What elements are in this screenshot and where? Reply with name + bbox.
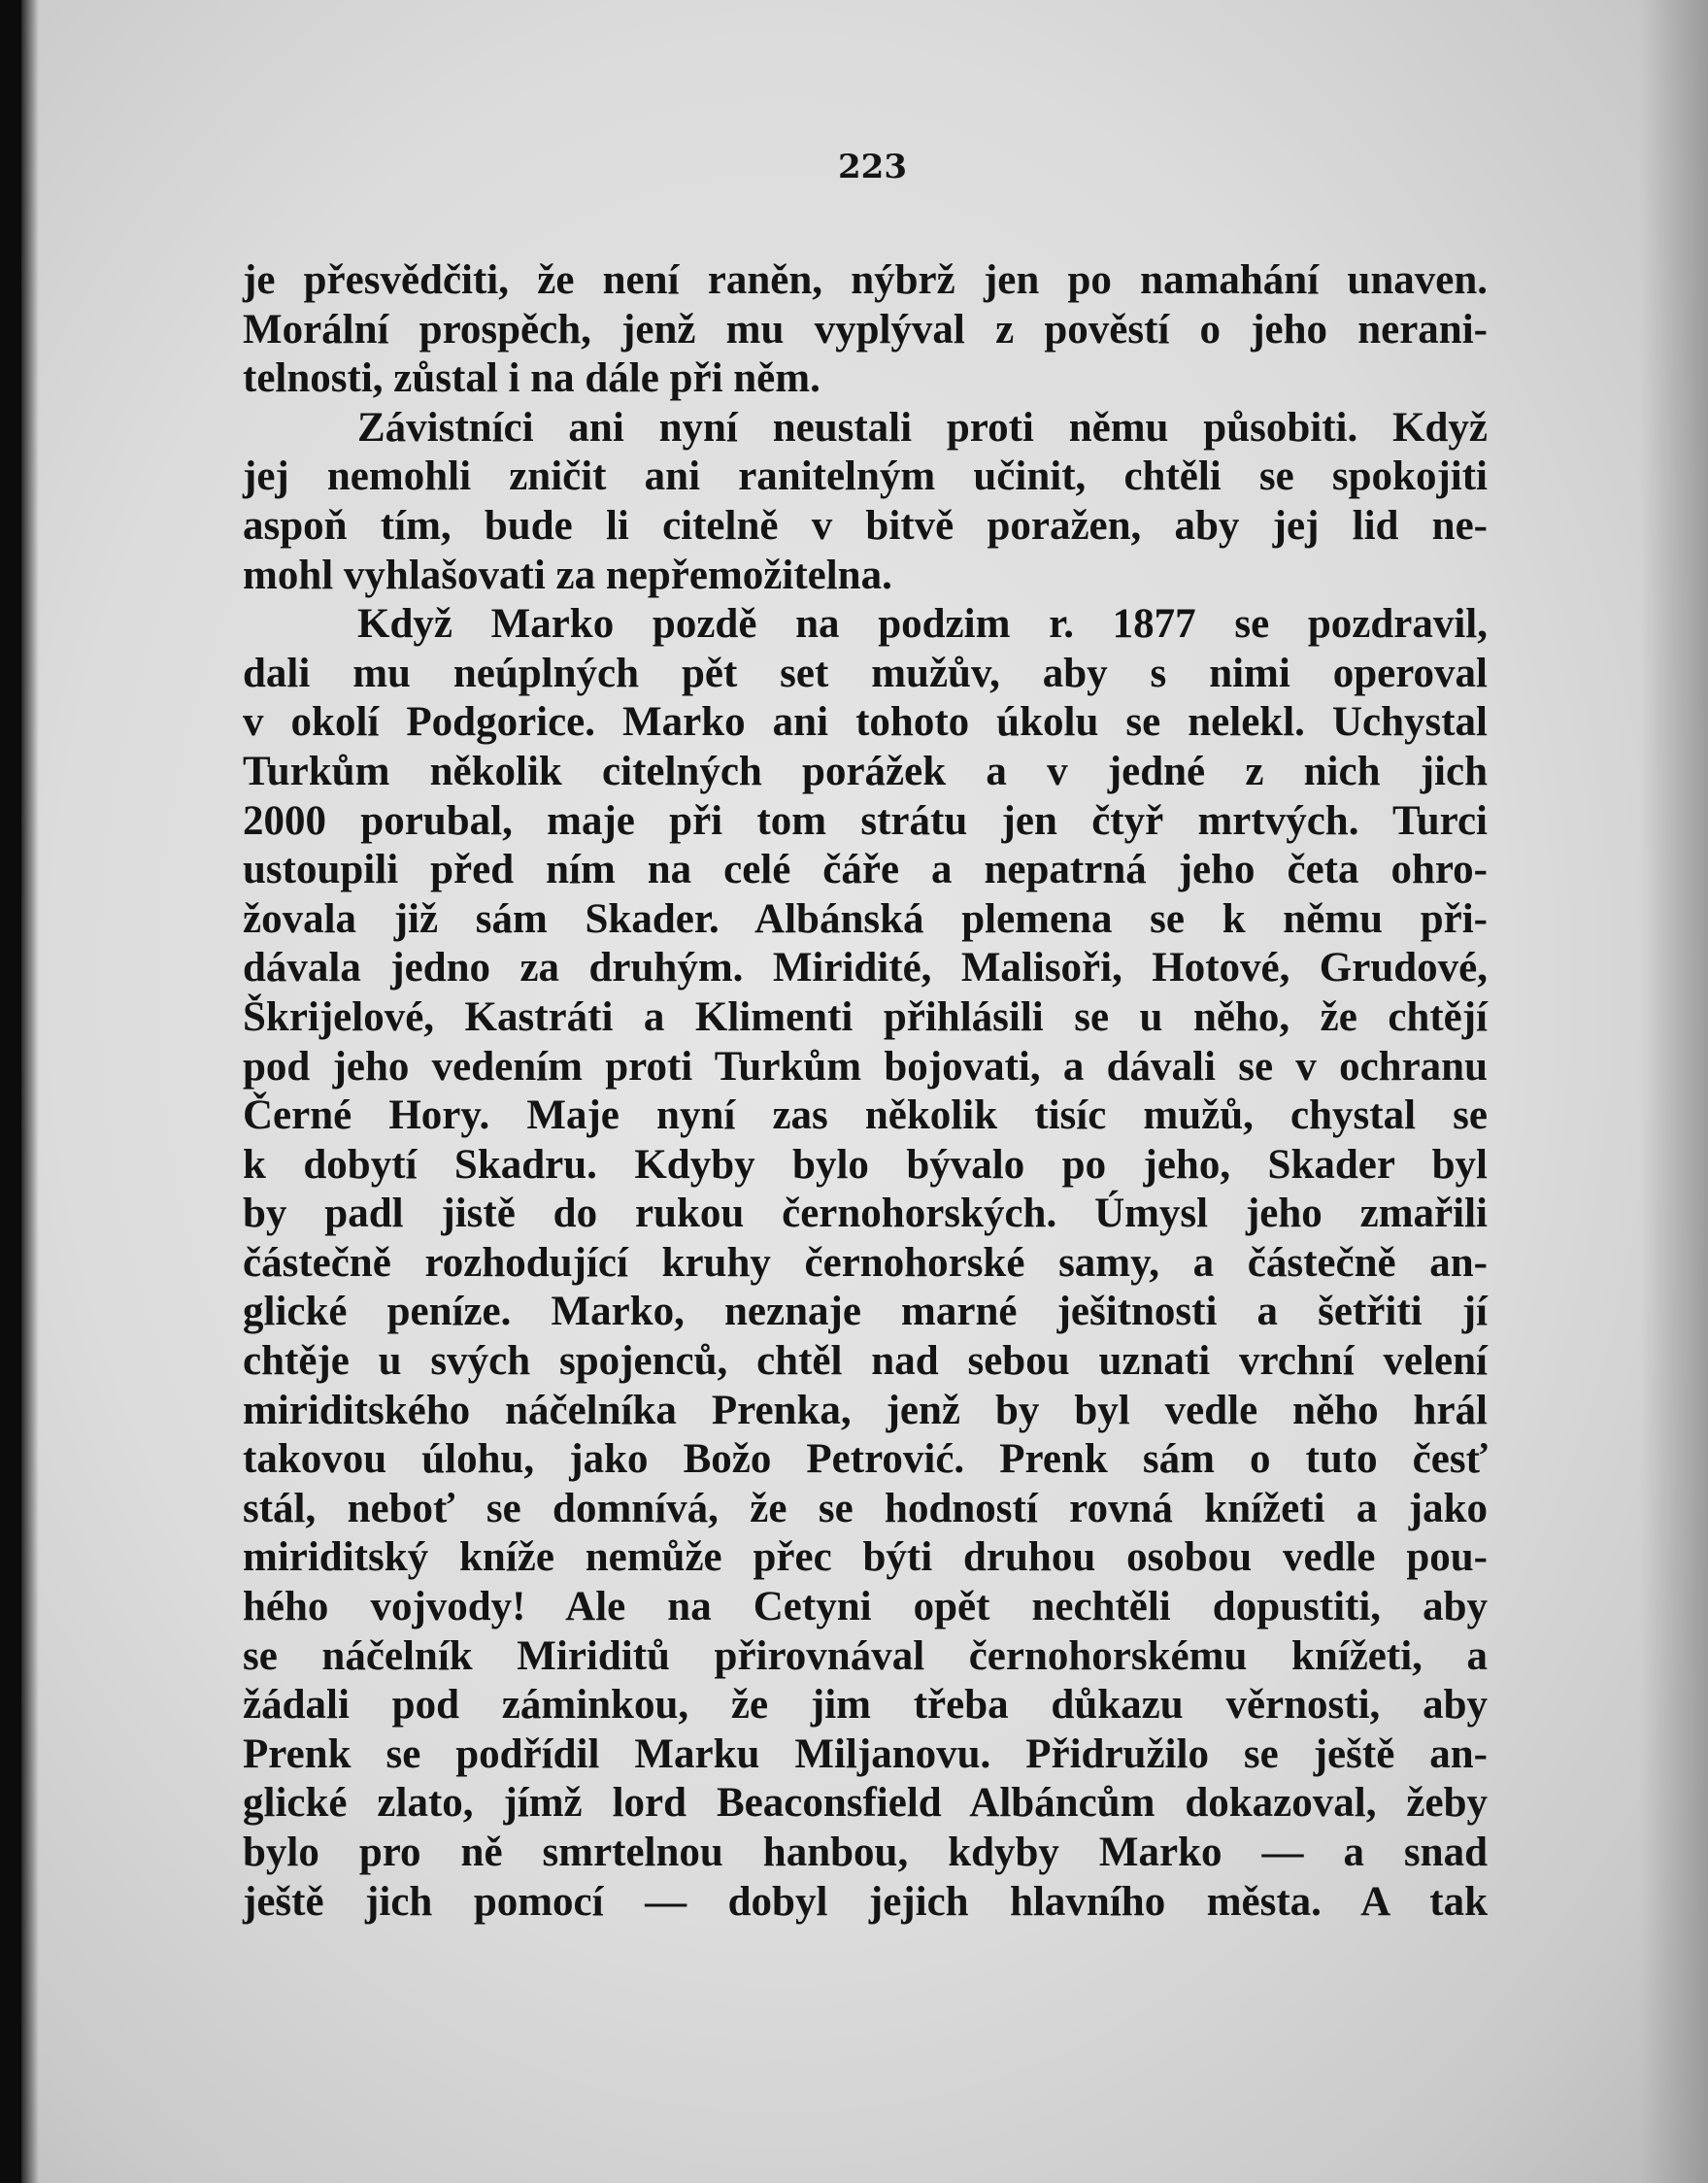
text-line: bylo pro ně smrtelnou hanbou, kdyby Marko — a snad — [243, 1830, 1488, 1875]
page-number: 223 — [838, 148, 907, 186]
text-line: Závistníci ani nyní neustali proti němu působiti. Když — [357, 404, 1488, 451]
text-line: miriditský kníže nemůže přec býti druhou osobou vedle pou- — [243, 1534, 1488, 1581]
text-line: Morální prospěch, jenž mu vyplýval z pověstí o jeho nerani- — [243, 306, 1488, 353]
book-page — [21, 0, 1708, 2183]
text-line: ustoupili před ním na celé čáře a nepatrná jeho četa ohro- — [243, 847, 1488, 893]
text-line: Turkům několik citelných porážek a v jedné z nich jich — [243, 748, 1488, 794]
text-line: stál, neboť se domnívá, že se hodností rovná knížeti a jako — [243, 1485, 1488, 1531]
text-line: takovou úlohu, jako Božo Petrović. Prenk sám o tuto česť — [243, 1436, 1488, 1483]
text-line: jej nemohli zničit ani ranitelným učinit, chtěli se spokojiti — [243, 453, 1488, 500]
text-line: žovala již sám Skader. Albánská plemena se k němu při- — [243, 895, 1488, 942]
text-line: dali mu neúplných pět set mužův, aby s nimi operoval — [243, 650, 1488, 696]
text-line: hého vojvody! Ale na Cetyni opět nechtěli dopustiti, aby — [243, 1584, 1488, 1630]
text-line: žádali pod záminkou, že jim třeba důkazu věrnosti, aby — [243, 1682, 1488, 1729]
text-line: k dobytí Skadru. Kdyby bylo bývalo po jeho, Skader byl — [243, 1141, 1488, 1188]
text-line: glické zlato, jímž lord Beaconsfield Albáncům dokazoval, žeby — [243, 1780, 1488, 1827]
text-line: Černé Hory. Maje nyní zas několik tisíc mužů, chystal se — [243, 1092, 1488, 1139]
text-line: částečně rozhodující kruhy černohorské samy, a částečně an- — [243, 1239, 1488, 1286]
text-line: dávala jedno za druhým. Miridité, Malisoři, Hotové, Grudové, — [243, 945, 1488, 991]
body-text — [243, 256, 1488, 1927]
text-line: by padl jistě do rukou černohorských. Úmysl jeho zmařili — [243, 1191, 1488, 1237]
text-line: miriditského náčelníka Prenka, jenž by byl vedle něho hrál — [243, 1387, 1488, 1433]
text-line: chtěje u svých spojenců, chtěl nad sebou uznati vrchní velení — [243, 1338, 1488, 1385]
text-line: aspoň tím, bude li citelně v bitvě poražen, aby jej lid ne- — [243, 502, 1488, 549]
text-line: telnosti, zůstal i na dále při něm. — [243, 355, 821, 402]
text-line: ještě jich pomocí — dobyl jejich hlavního města. A tak — [243, 1878, 1488, 1925]
text-line: v okolí Podgorice. Marko ani tohoto úkolu se nelekl. Uchystal — [243, 699, 1488, 746]
text-line: je přesvědčiti, že není raněn, nýbrž jen po namahání unaven. — [243, 257, 1488, 303]
text-line: se náčelník Miriditů přirovnával černohorskému knížeti, a — [243, 1632, 1488, 1679]
text-line: Když Marko pozdě na podzim r. 1877 se pozdravil, — [357, 601, 1488, 648]
text-line: Prenk se podřídil Marku Miljanovu. Přidružilo se ještě an- — [243, 1730, 1488, 1777]
text-line: mohl vyhlašovati za nepřemožitelna. — [243, 552, 892, 598]
text-line: pod jeho vedením proti Turkům bojovati, a dávali se v ochranu — [243, 1043, 1488, 1090]
text-line: Škrijelové, Kastráti a Klimenti přihlásili se u něho, že chtějí — [243, 993, 1488, 1040]
text-line: 2000 porubal, maje při tom strátu jen čtyř mrtvých. Turci — [243, 797, 1488, 844]
text-line: glické peníze. Marko, neznaje marné ješitnosti a šetřiti jí — [243, 1289, 1488, 1335]
